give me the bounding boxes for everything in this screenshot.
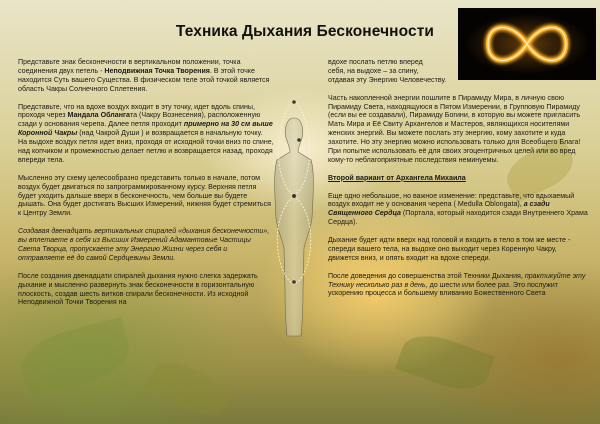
text: , до шести или более раз. Это послужит ускорению процесса и большему вливанию Божественного Света [328, 280, 559, 298]
paragraph [328, 192, 588, 228]
text: (Портала, который находится сзади Внутреннего Храма Сердца). [328, 209, 588, 227]
leaf-decoration [395, 326, 495, 399]
page-title: Техника Дыхания Бесконечности [175, 23, 435, 40]
paragraph [328, 272, 588, 299]
paragraph: Часть накопленной энергии пошлите в Пирамиду Мира, в личную свою Пирамиду Света, находящуюся в Пятом Измерении, в Групповую Пирамиду (если вы ее создавали), Пирамиду Богини, в которую вы можете пригласить Мать Мира и Её Свиту Архангелов и Мастеров, являющихся носителями женских энергий. Вы можете послать эту энергию, кому захотите и куда захотите. Но эту энергию можно использовать только для Всеобщего Блага! При попытке использовать её для своих эгоцентричных целей или во вред кому-то неблагоприятные последствия неминуемы. [328, 93, 581, 164]
text: . В этой точке находится Суть вашего Существа. В физическом теле этой точкой является область Чакры Солнечного Сплетения. [18, 66, 270, 93]
bold-italic-term: примерно на 30 см выше Коронной Чакры [18, 120, 273, 138]
text: та (Чакру Вознесения), расположенную сзади у основания черепа. Далее петля проходит [18, 111, 261, 129]
paragraph: После создания двенадцати спиралей дыхания нужно слегка задержать дыхание и мысленно развернуть знак бесконечности в горизонтальную плоскость, создав шесть витков спирали бесконечности. Из исходной Неподвижной Точки Творения на [18, 271, 258, 307]
leaf-decoration [15, 317, 135, 399]
text: На выдохе воздух петля идет вниз, проходя от исходной точки вниз по спине, над копчиком и промежностью делает петлю и возвращается назад, проходя впереди тела. [18, 138, 274, 164]
bold-term: Мандала Обланга [67, 111, 130, 120]
italic-term: практикуйте эту Технику несколько раз в день [328, 271, 586, 289]
bold-term: Неподвижная Точка Творения [104, 66, 210, 75]
section-heading: Второй вариант от Архангела Михаила [328, 173, 466, 182]
text: После доведения до совершенства этой Техники Дыхания, [328, 271, 525, 280]
text: (над Чакрой Души ) и возвращается в начальную точку. [77, 129, 263, 138]
paragraph: Дыхание будет идти вверх над головой и входить в тело в том же месте - спереди вашего тела, на выдохе оно выходит через Коренную Чакру, движется вниз, и опять входит на вдохе спереди. [328, 236, 571, 262]
right-text-column [328, 58, 588, 307]
left-text-column [18, 58, 274, 316]
leaf-decoration [146, 353, 234, 424]
text: Представьте, что на вдохе воздух входит в эту точку, идет вдоль спины, проходя через [18, 102, 255, 120]
bold-italic-term: а сзади Священного Сердца [328, 200, 550, 218]
paragraph: Мысленно эту схему целесообразно представить только в начале, потом воздух будет двигаться по запрограммированному курсу. Верхняя петля будет уходить дальше вверх в бесконечность, чем больше вы будете дышать. Она будет достигать Высших Измерений, нижняя будет стремиться к Центру Земли. [18, 173, 271, 218]
paragraph [18, 103, 274, 165]
paragraph: вдохе послать петлю вперед себя, на выдохе – за спину, отдавая эту Энергию Человечеству. [328, 58, 447, 84]
italic-paragraph: Создавая двенадцать вертикальных спиралей «дыхания бесконечности», вы вплетаете в себя из Высших Измерений Адамантовые Частицы Света Творца, пропускаете эту Энергию Жизни через себя и отправляете её до самой Сердцевины Земли. [18, 227, 270, 262]
text: Представьте знак бесконечности в вертикальном положении, точка соединения двух петель - [18, 58, 241, 75]
paragraph [18, 58, 274, 94]
text: Еще одно небольшое, но важное изменение: представьте, что вдыхаемый воздух входит не у основания черепа ( Medulla Oblongata), [328, 191, 575, 209]
